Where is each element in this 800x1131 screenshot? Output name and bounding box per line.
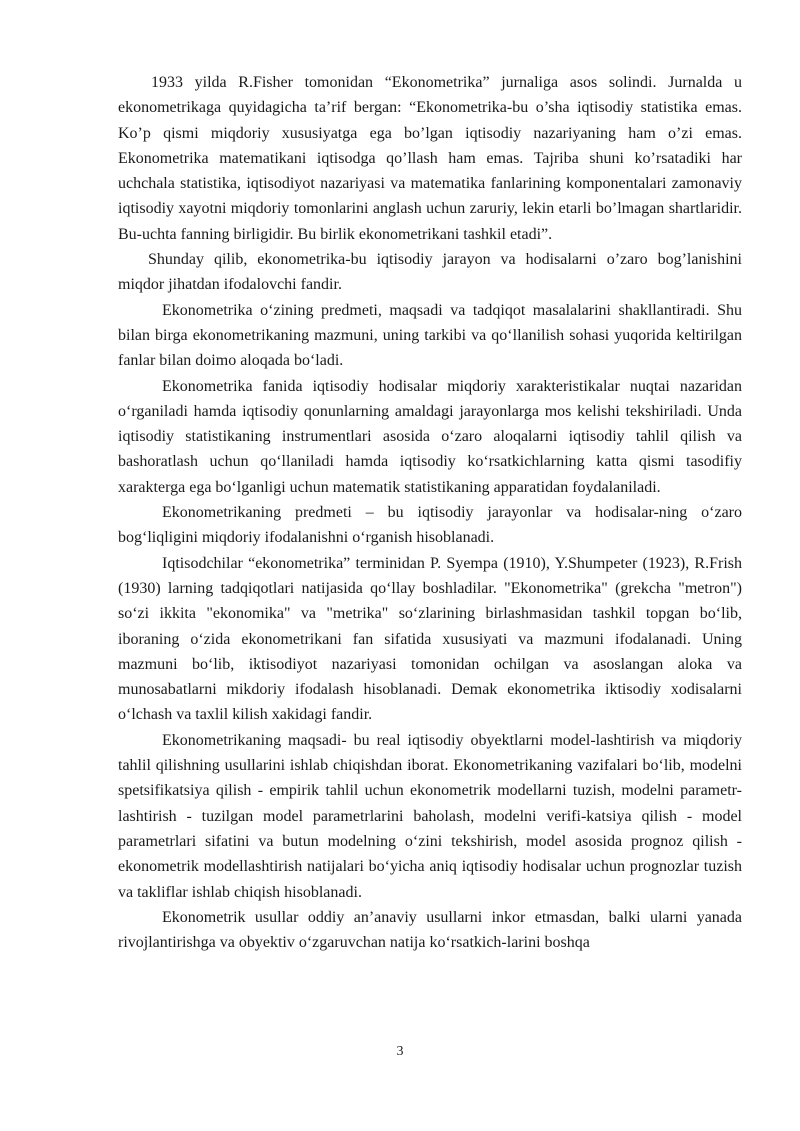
paragraph-methods: Ekonometrik usullar oddiy an’anaviy usullarni inkor etmasdan, balki ularni yanada rivojlantirishga va obyektiv o‘zgaruvchan natija ko‘rsatkich-larini boshqa: [118, 908, 742, 952]
paragraph-subject-goals: Ekonometrika o‘zining predmeti, maqsadi va tadqiqot masalalarini shakllantiradi. Shu bilan birga ekonometrikaning mazmuni, uning tarkibi va qo‘llanilish sohasi yuqorida keltirilgan fanlar bilan doimo aloqada bo‘ladi.: [118, 301, 742, 370]
paragraph-econometrics-summary: Shunday qilib, ekonometrika-bu iqtisodiy jarayon va hodisalarni o’zaro bog’lanishini miqdor jihatdan ifodalovchi fandir.: [118, 251, 742, 294]
paragraph-term-origin: Iqtisodchilar “ekonometrika” terminidan P. Syempa (1910), Y.Shumpeter (1923), R.Frish (1930) larning tadqiqotlari natijasida qo‘llay boshladilar. "Ekonometrika" (grekcha "metron") so‘zi ikkita "ekonomika" va "metrika" so‘zlarining birlashmasidan tashkil topgan bo‘lib, iboraning o‘zida ekonometrikani fan sifatida xususiyati va mazmuni ifodalanadi. Uning mazmuni bo‘lib, iktisodiyot nazariyasi tomonidan ochilgan va asoslangan aloka va munosabatlarni mikdoriy ifodalash hisoblanadi. Demak ekonometrika iktisodiy xodisalarni o‘lchash va taxlil kilish xakidagi fandir.: [118, 554, 742, 724]
paragraph-fisher-definition: 1933 yilda R.Fisher tomonidan “Ekonometrika” jurnaliga asos solindi. Jurnalda u ekonometrikaga quyidagicha ta’rif bergan: “Ekonometrika-bu o’sha iqtisodiy statistika emas. Ko’p qismi miqdoriy xususiyatga ega bo’lgan iqtisodiy nazariyaning ham o’zi emas. Ekonometrika matematikani iqtisodga qo’llash ham emas. Tajriba shuni ko’rsatadiki har uchchala statistika, iqtisodiyot nazariyasi va matematika fanlarining komponentalari zamonaviy iqtisodiy xayotni miqdoriy tomonlarini anglash uchun zaruriy, lekin etarli bo’lmagan shartlaridir. Bu-uchta fanning birligidir. Bu birlik ekonometrikani tashkil etadi”.: [118, 74, 742, 243]
paragraph-subject-definition: Ekonometrikaning predmeti – bu iqtisodiy jarayonlar va hodisalar-ning o‘zaro bog‘liqligini miqdoriy ifodalanishni o‘rganish hisoblanadi.: [118, 504, 742, 547]
paragraph-purpose-tasks: Ekonometrikaning maqsadi- bu real iqtisodiy obyektlarni model-lashtirish va miqdoriy tahlil qilishning usullarini ishlab chiqishdan iborat. Ekonometrikaning vazifalari bo‘lib, modelni spetsifikatsiya qilish - empirik tahlil uchun ekonometrik modellarni tuzish, modelni parametr-lashtirish - tuzilgan model parametrlarini baholash, modelni verifi-katsiya qilish - model parametrlari sifatini va butun modelning o‘zini tekshirish, model asosida prognoz qilish - ekonometrik modellashtirish natijalari bo‘yicha aniq iqtisodiy hodisalar uchun prognozlar tuzish va takliflar ishlab chiqish hisoblanadi.: [118, 731, 742, 901]
paragraph-economic-phenomena: Ekonometrika fanida iqtisodiy hodisalar miqdoriy xarakteristikalar nuqtai nazaridan o‘rganiladi hamda iqtisodiy qonunlarning amaldagi jarayonlarga mos kelishi tekshiriladi. Unda iqtisodiy statistikaning instrumentlari asosida o‘zaro aloqalarni iqtisodiy tahlil qilish va bashoratlash uchun qo‘llaniladi hamda iqtisodiy ko‘rsatkichlarning katta qismi tasodifiy xarakterga ega bo‘lganligi uchun matematik statistikaning apparatidan foydalaniladi.: [118, 377, 742, 496]
document-page: [118, 70, 742, 955]
page-number: 3: [396, 1044, 404, 1059]
